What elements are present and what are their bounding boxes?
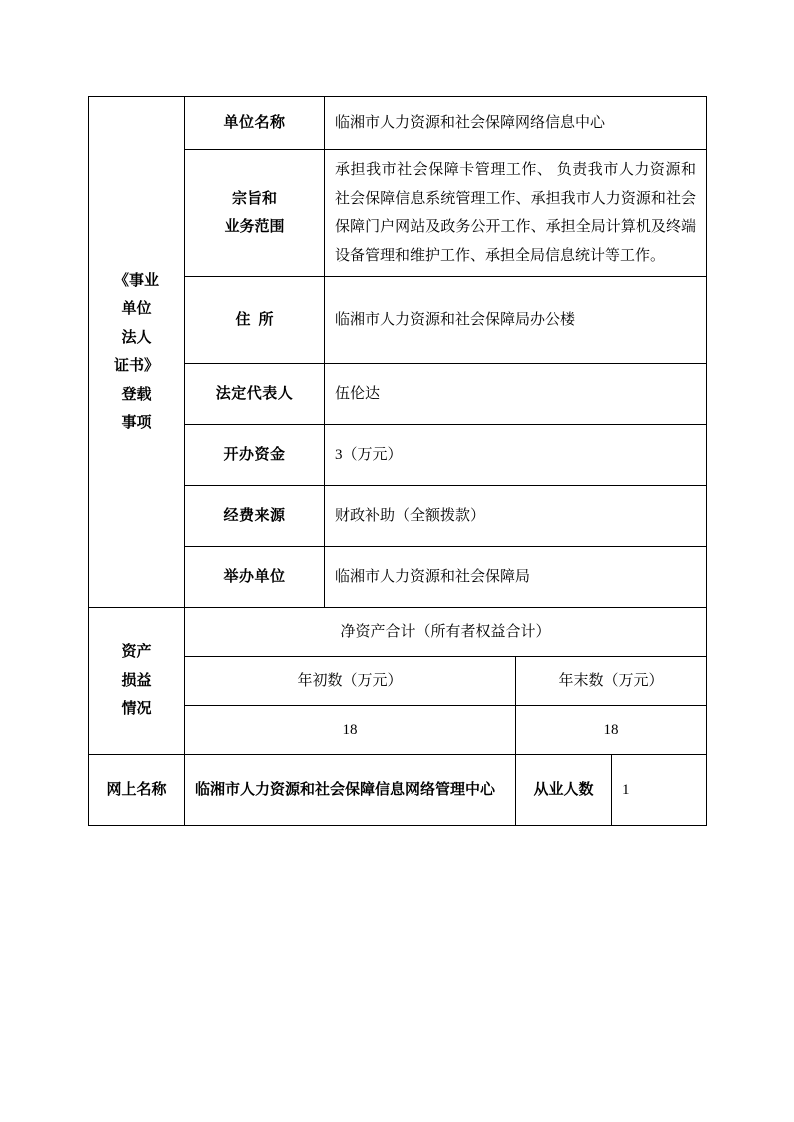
value-registered-capital: 3（万元） xyxy=(325,425,707,486)
value-begin-of-year: 18 xyxy=(185,706,516,755)
label-staff-count: 从业人数 xyxy=(516,755,612,826)
section-label-certificate-items xyxy=(89,97,185,608)
value-staff-count: 1 xyxy=(612,755,707,826)
label-purpose-and-scope xyxy=(185,150,325,277)
label-line: 业务范围 xyxy=(224,219,285,235)
value-legal-representative: 伍伦达 xyxy=(325,364,707,425)
section-label-line: 事项 xyxy=(121,415,152,431)
value-purpose-and-scope: 承担我市社会保障卡管理工作、 负责我市人力资源和社会保障信息系统管理工作、承担我市人力资源和社会保障门户网站及政务公开工作、承担全局计算机及终端设备管理和维护工作、承担全局信息统计等工作。 xyxy=(325,150,707,277)
net-assets-title: 净资产合计（所有者权益合计） xyxy=(185,608,707,657)
value-web-name: 临湘市人力资源和社会保障信息网络管理中心 xyxy=(185,755,516,826)
value-funding-source: 财政补助（全额拨款） xyxy=(325,486,707,547)
section-label-line: 《事业 xyxy=(113,272,159,289)
legal-person-certificate-table xyxy=(88,96,707,826)
section-label-line: 损益 xyxy=(121,672,152,689)
section-label-assets-profit-loss xyxy=(89,608,185,755)
value-address: 临湘市人力资源和社会保障局办公楼 xyxy=(325,277,707,364)
value-end-of-year: 18 xyxy=(516,706,707,755)
table-row xyxy=(89,755,707,826)
label-address: 住所 xyxy=(185,277,325,364)
table-row xyxy=(89,97,707,150)
section-label-line: 证书》 xyxy=(113,358,159,374)
section-label-line: 情况 xyxy=(121,701,152,718)
section-label-line: 登载 xyxy=(121,386,152,403)
label-legal-representative: 法定代表人 xyxy=(185,364,325,425)
label-registered-capital: 开办资金 xyxy=(185,425,325,486)
label-funding-source: 经费来源 xyxy=(185,486,325,547)
section-label-line: 单位 xyxy=(121,301,152,317)
value-organizer: 临湘市人力资源和社会保障局 xyxy=(325,547,707,608)
section-label-line: 法人 xyxy=(121,329,152,346)
value-unit-name: 临湘市人力资源和社会保障网络信息中心 xyxy=(325,97,707,150)
label-unit-name: 单位名称 xyxy=(185,97,325,150)
label-web-name: 网上名称 xyxy=(89,755,185,826)
header-end-of-year: 年末数（万元） xyxy=(516,657,707,706)
section-label-line: 资产 xyxy=(121,644,152,661)
label-line: 宗旨和 xyxy=(231,190,277,207)
table-row xyxy=(89,608,707,657)
header-begin-of-year: 年初数（万元） xyxy=(185,657,516,706)
label-organizer: 举办单位 xyxy=(185,547,325,608)
